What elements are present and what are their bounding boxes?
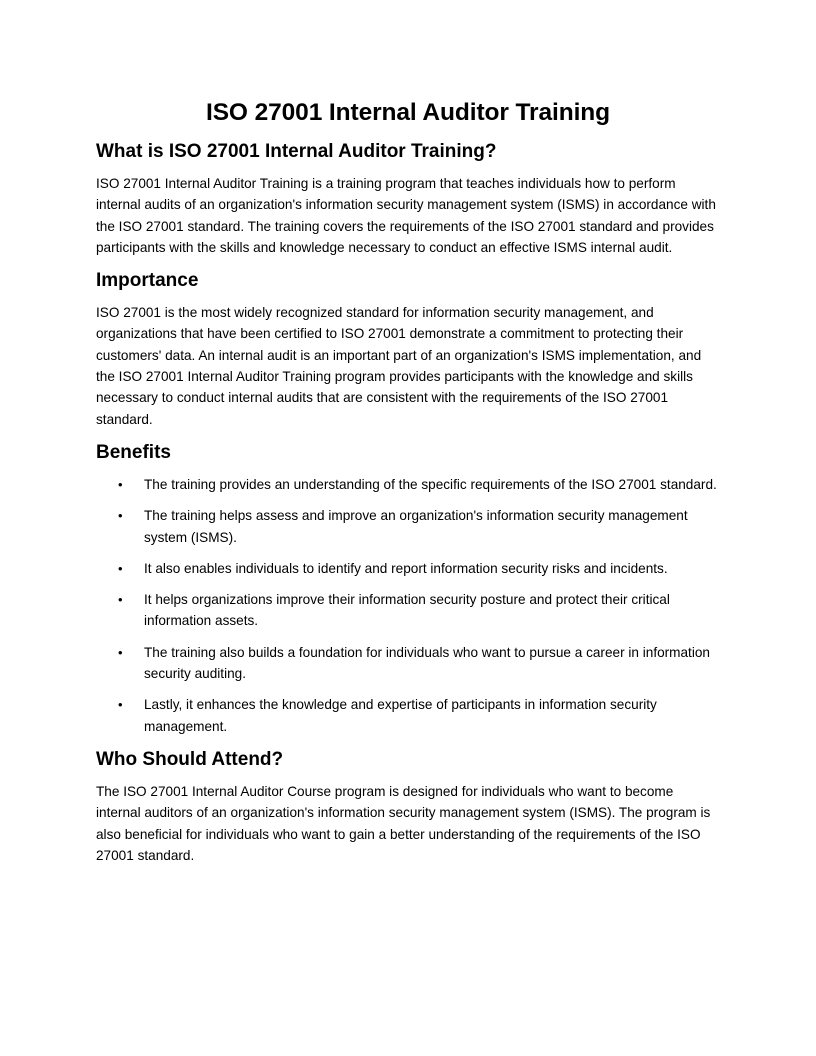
benefit-list-item: [96, 642, 720, 685]
section-paragraph-who-should-attend: The ISO 27001 Internal Auditor Course program is designed for individuals who want to become internal auditors of an organization's information security management system (ISMS). The program is also beneficial for individuals who want to gain a better understanding of the requirements of the ISO 27001 standard.: [96, 783, 711, 863]
section-heading-who-should-attend: Who Should Attend?: [96, 748, 284, 770]
benefit-list-item: [96, 694, 720, 737]
benefit-text: It helps organizations improve their information security posture and protect their critical information assets.: [144, 592, 670, 629]
benefit-list-item: [96, 589, 720, 632]
bullet-icon: •: [118, 560, 123, 576]
document-title: ISO 27001 Internal Auditor Training: [205, 99, 611, 126]
benefit-text: The training helps assess and improve an organization's information security management system (ISMS).: [144, 508, 688, 545]
benefit-text: Lastly, it enhances the knowledge and expertise of participants in information security management.: [144, 697, 657, 734]
section-heading-what-is: What is ISO 27001 Internal Auditor Training?: [96, 141, 497, 162]
benefit-text: The training also builds a foundation for individuals who want to pursue a career in information security auditing.: [144, 644, 710, 682]
section-heading-benefits: Benefits: [96, 441, 171, 463]
bullet-icon: •: [118, 508, 123, 524]
benefit-text: The training provides an understanding of the specific requirements of the ISO 27001 standard.: [144, 476, 717, 492]
section-heading-importance: Importance: [96, 270, 199, 292]
section-paragraph-importance: ISO 27001 is the most widely recognized standard for information security management, and organizations that have been certified to ISO 27001 demonstrate a commitment to protecting their customers' data. An internal audit is an important part of an organization's ISMS implementation, and the ISO 27001 Internal Auditor Training program provides participants with the knowledge and skills necessary to conduct internal audits that are consistent with the requirements of the ISO 27001 standard.: [96, 305, 702, 427]
benefit-list-item: [96, 505, 720, 548]
document-page: [96, 96, 720, 866]
benefits-list: [96, 474, 720, 737]
benefit-list-item: [96, 558, 720, 579]
bullet-icon: •: [118, 592, 123, 608]
bullet-icon: •: [118, 697, 123, 713]
section-paragraph-what-is: ISO 27001 Internal Auditor Training is a training program that teaches individuals how to perform internal audits of an organization's information security management system (ISMS) in accordance with the ISO 27001 standard. The training covers the requirements of the ISO 27001 standard and provides participants with the skills and knowledge necessary to conduct an effective ISMS internal audit.: [96, 176, 716, 255]
bullet-icon: •: [118, 644, 123, 660]
benefit-list-item: [96, 474, 720, 495]
bullet-icon: •: [118, 476, 123, 492]
benefit-text: It also enables individuals to identify and report information security risks and incidents.: [144, 560, 668, 576]
